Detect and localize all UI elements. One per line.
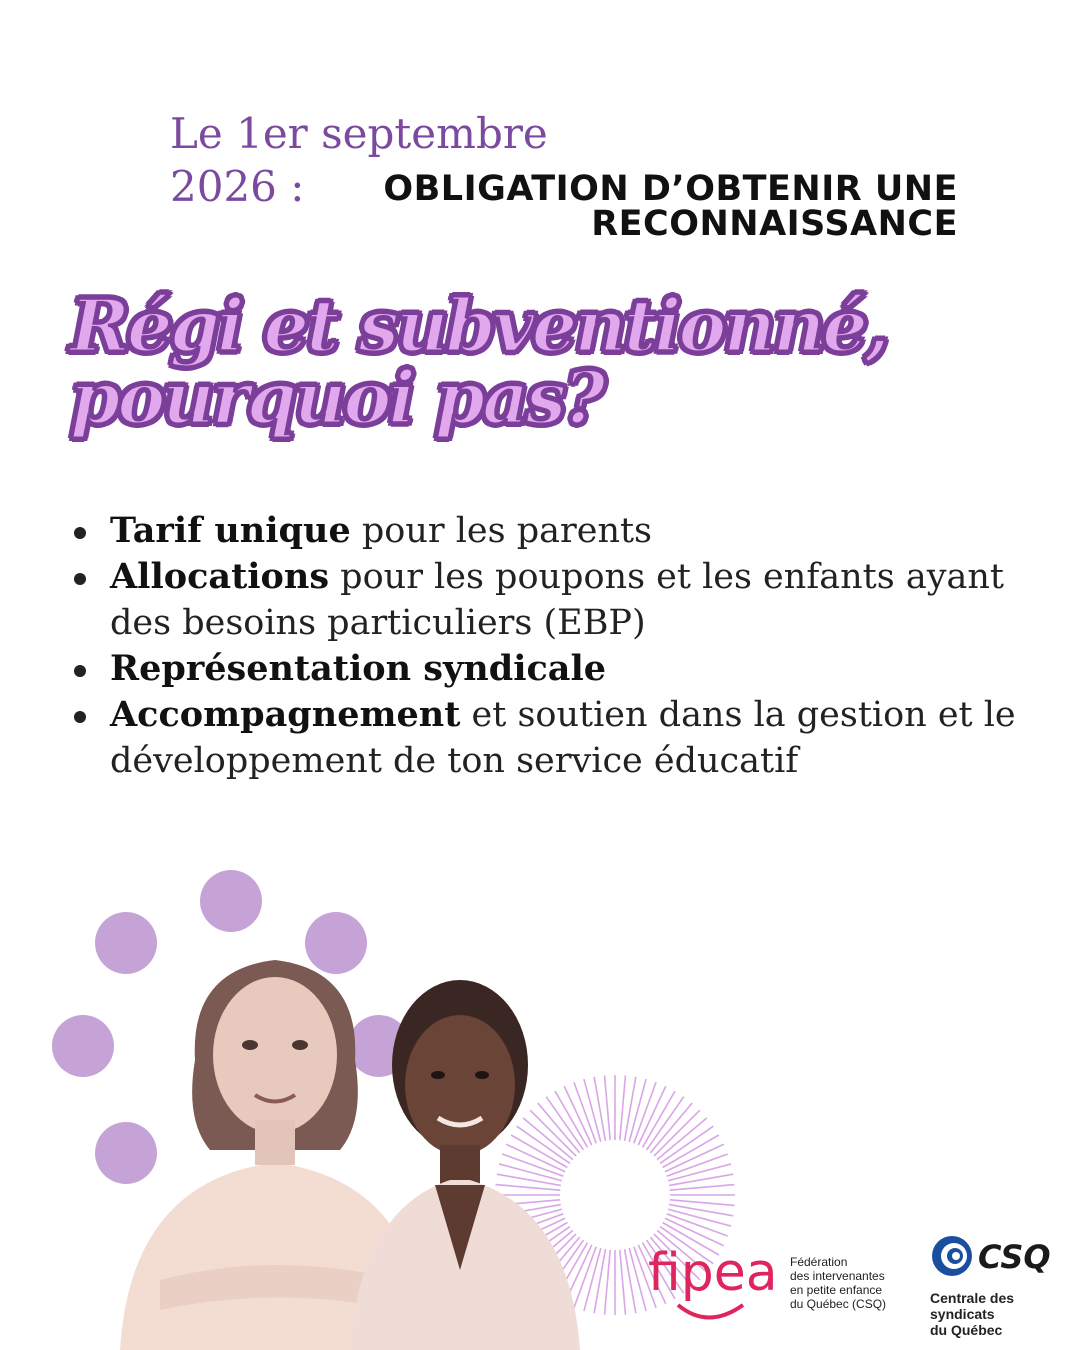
people-photo [100, 950, 660, 1350]
list-item-text: et soutien dans la gestion et le développement de ton service éducatif [110, 695, 1016, 781]
fipea-text-line: des intervenantes [790, 1269, 885, 1283]
fipea-wordmark: fipea [648, 1243, 778, 1303]
fipea-text-line: en petite enfance [790, 1283, 883, 1297]
obligation-heading [258, 169, 958, 244]
sunburst-ray [670, 1185, 735, 1191]
list-item-bold: Allocations [110, 556, 330, 597]
fipea-text-line: du Québec (CSQ) [790, 1297, 887, 1311]
date-line-1: Le 1er septembre [170, 109, 548, 158]
obligation-line-2: RECONNAISSANCE [591, 204, 958, 244]
woman-right [350, 980, 580, 1350]
list-item-text: pour les parents [350, 511, 653, 551]
csq-description [930, 1290, 1080, 1338]
csq-text-line: du Québec [930, 1322, 1003, 1338]
list-item-text: pour les poupons et les enfants ayant des besoins particuliers (EBP) [110, 557, 1004, 643]
fipea-logo [648, 1230, 778, 1335]
fipea-description [790, 1255, 886, 1311]
date-line-2: 2026 : [170, 162, 305, 211]
list-item-bold: Accompagnement [110, 694, 461, 735]
list-item [70, 646, 1060, 692]
sunburst-ray [670, 1200, 735, 1206]
csq-wordmark: CSQ [978, 1238, 1051, 1276]
list-item [70, 508, 1060, 554]
headline-line-1: Régi et subventionné, [70, 283, 887, 368]
csq-logo [930, 1232, 1070, 1282]
list-item-bold: Tarif unique [110, 510, 351, 551]
csq-text-line: Centrale des syndicats [930, 1290, 1015, 1322]
list-item-bold: Représentation syndicale [110, 648, 607, 689]
list-item [70, 692, 1060, 784]
list-item [70, 554, 1060, 646]
fipea-text-line: Fédération [790, 1255, 848, 1269]
obligation-line-1: OBLIGATION D’OBTENIR UNE [383, 169, 958, 209]
smile-icon [678, 1305, 743, 1318]
sunburst-ray [669, 1205, 733, 1216]
benefits-list [70, 508, 1060, 784]
decorative-dot [200, 870, 262, 932]
headline-line-2: pourquoi pas? [70, 355, 603, 440]
headline [70, 283, 1070, 440]
sunburst-ray [669, 1174, 733, 1185]
